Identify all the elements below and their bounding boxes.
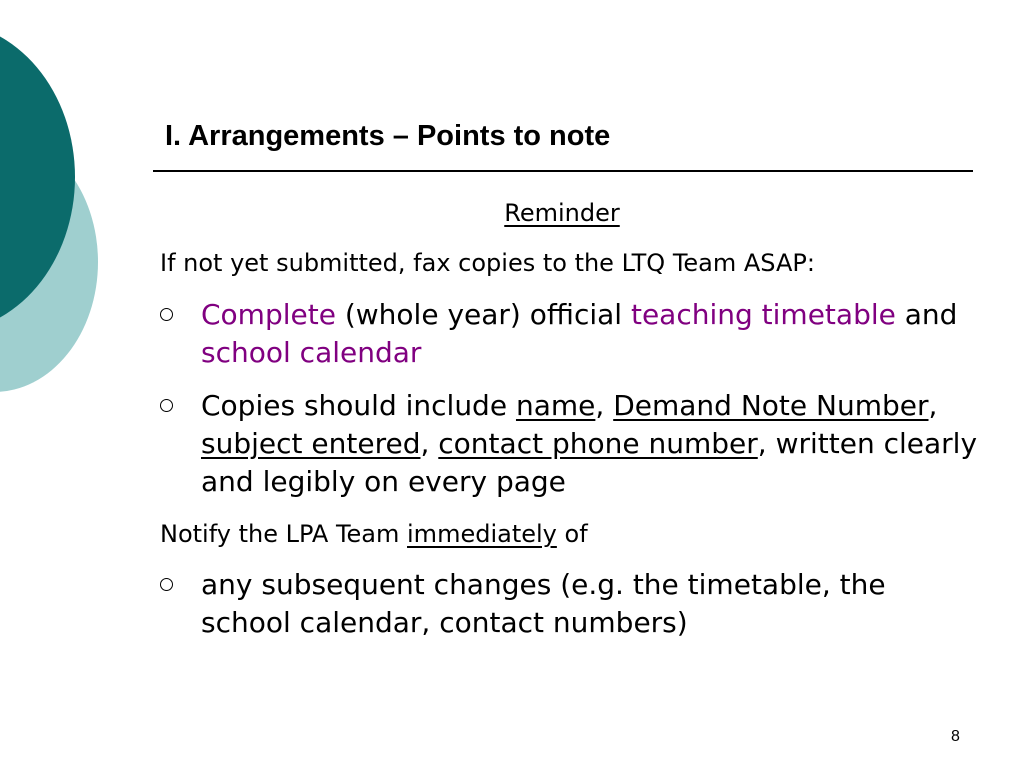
text-segment: and: [895, 298, 958, 331]
page-number: 8: [951, 728, 960, 745]
bullet-item-timetable: [160, 296, 980, 372]
underlined-contact-phone-number: contact phone number: [438, 427, 758, 460]
slide-title: I. Arrangements – Points to note: [165, 120, 611, 152]
notify-text: [160, 520, 588, 548]
hollow-circle-bullet-icon: [160, 399, 173, 412]
text-segment: , written clearly and legibly on every page: [201, 427, 978, 498]
bullet-text: [201, 296, 980, 372]
text-segment: ,: [420, 427, 439, 460]
highlight-teaching-timetable: teaching timetable: [630, 298, 896, 331]
reminder-heading: Reminder: [504, 199, 620, 227]
intro-text: If not yet submitted, fax copies to the LTQ Team ASAP:: [160, 249, 815, 277]
underlined-immediately: immediately: [407, 520, 557, 548]
underlined-subject-entered: subject entered: [201, 427, 421, 460]
bullet-item-changes: [160, 566, 920, 642]
text-segment: ,: [595, 389, 614, 422]
text-segment: ,: [928, 389, 938, 422]
hollow-circle-bullet-icon: [160, 308, 173, 321]
underlined-demand-note-number: Demand Note Number: [613, 389, 929, 422]
title-divider: [153, 170, 973, 172]
bullet-text: any subsequent changes (e.g. the timetable, the school calendar, contact numbers): [201, 568, 886, 639]
text-segment: (whole year) official: [335, 298, 631, 331]
text-segment: Copies should include: [201, 389, 516, 422]
highlight-complete: Complete: [201, 298, 336, 331]
text-segment: Notify the LPA Team: [160, 520, 408, 548]
underlined-name: name: [515, 389, 596, 422]
bullet-text: [201, 387, 980, 501]
hollow-circle-bullet-icon: [160, 578, 173, 591]
text-segment: of: [556, 520, 588, 548]
highlight-school-calendar: school calendar: [201, 336, 422, 369]
bullet-item-copies: [160, 387, 980, 501]
